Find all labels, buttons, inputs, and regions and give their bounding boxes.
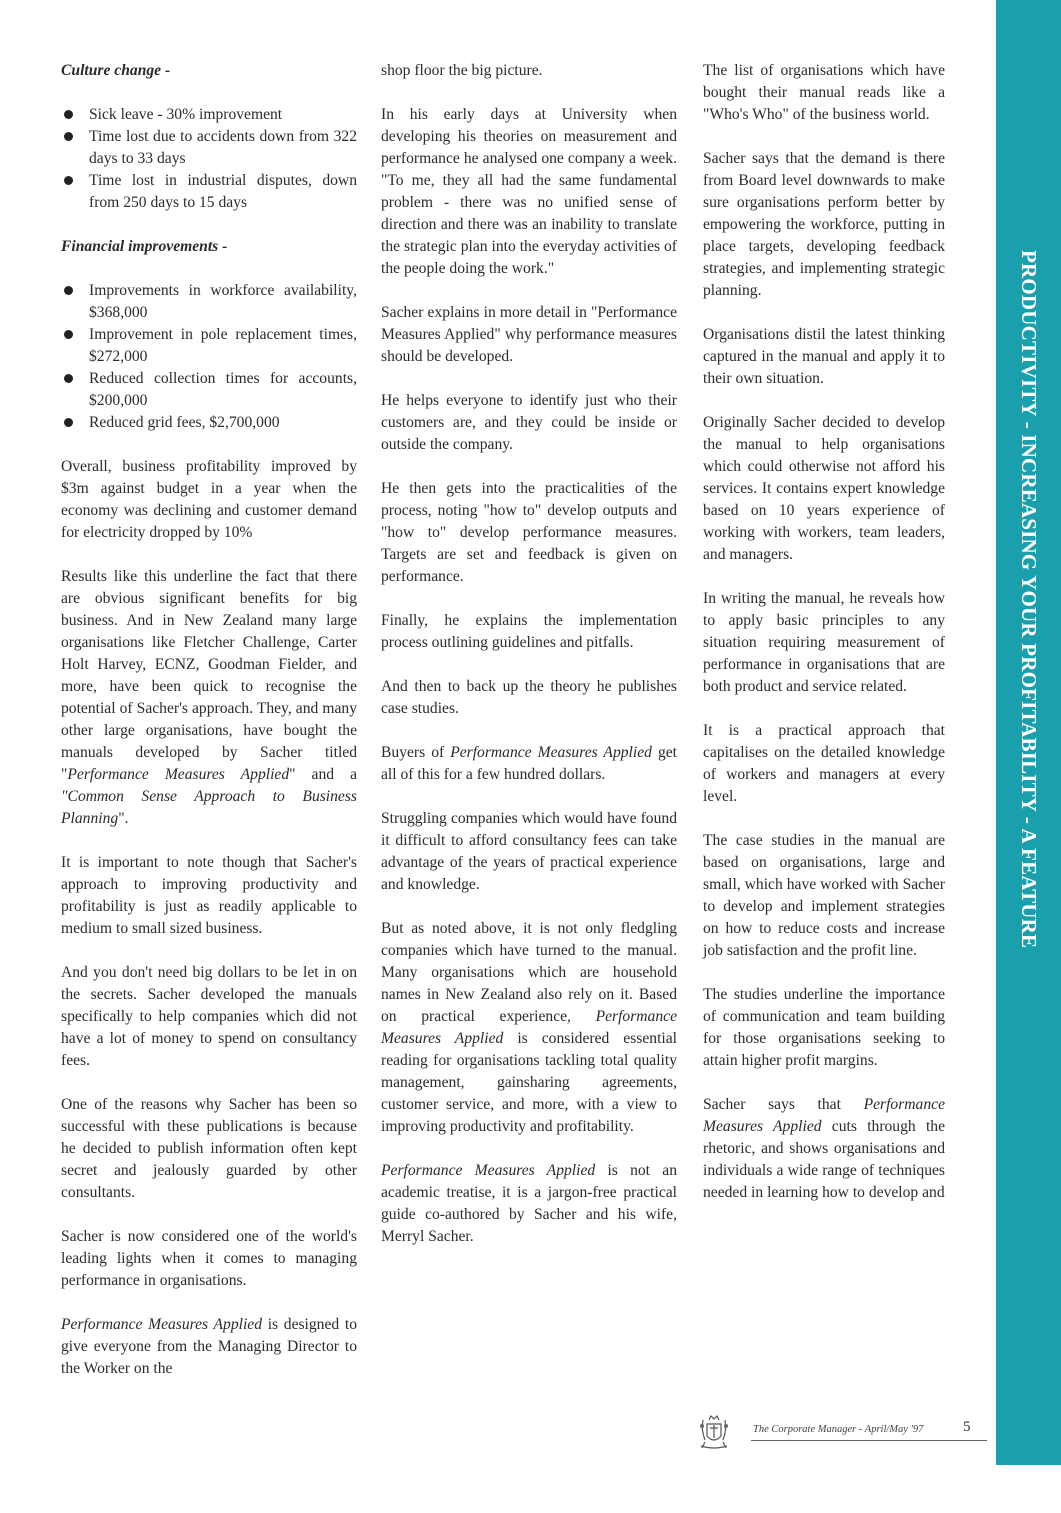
footer-rule (751, 1440, 987, 1441)
paragraph: But as noted above, it is not only fledgling companies which have turned to the manual. Many organisations which are household names in New Zealand also rely on it. Based on practical experience, Performance Measures Applied is considered essential reading for organisations tackling total quality management, gainsharing agreements, customer service, and more, with a view to improving productivity and profitability. (381, 920, 677, 1135)
bullet-icon (64, 132, 73, 141)
paragraph: And you don't need big dollars to be let in on the secrets. Sacher developed the manuals specifically to help companies which did not have a lot of money to spend on consultancy fees. (61, 964, 357, 1069)
bullet-icon (64, 330, 73, 339)
bullet-icon (64, 286, 73, 295)
paragraph: The studies underline the importance of communication and team building for those organisations seeking to attain higher profit margins. (703, 986, 945, 1069)
financial-improvements-list (61, 280, 357, 434)
feature-title: PRODUCTIVITY - INCREASING YOUR PROFITABILITY - A FEATURE (1017, 250, 1041, 949)
bullet-icon (64, 110, 73, 119)
paragraph: Results like this underline the fact that there are obvious significant benefits for big business. And in New Zealand many large organisations like Fletcher Challenge, Carter Holt Harvey, ECNZ, Goodman Fielder, and more, have been quick to recognise the potential of Sacher's approach. They, and many other large organisations, have bought the manuals developed by Sacher titled "Performance Measures Applied" and a "Common Sense Approach to Business Planning". (61, 568, 357, 827)
list-item: Reduced collection times for accounts, $200,000 (61, 368, 357, 412)
paragraph: Organisations distil the latest thinking captured in the manual and apply it to their own situation. (703, 326, 945, 387)
paragraph: It is important to note though that Sacher's approach to improving productivity and profitability is just as readily applicable to medium to small sized business. (61, 854, 357, 937)
paragraph: Struggling companies which would have found it difficult to afford consultancy fees can take advantage of the years of practical experience and knowledge. (381, 810, 677, 893)
article-column-2 (381, 60, 677, 1270)
paragraph: Sacher says that Performance Measures Applied cuts through the rhetoric, and shows organisations and individuals a wide range of techniques needed in learning how to develop and (703, 1096, 946, 1201)
paragraph: Buyers of Performance Measures Applied get all of this for a few hundred dollars. (381, 744, 677, 783)
list-item: Time lost in industrial disputes, down from 250 days to 15 days (61, 170, 357, 214)
coat-of-arms-icon (693, 1412, 735, 1452)
list-item: Improvements in workforce availability, $368,000 (61, 280, 357, 324)
paragraph: Sacher is now considered one of the world's leading lights when it comes to managing performance in organisations. (61, 1228, 357, 1289)
paragraph: One of the reasons why Sacher has been so successful with these publications is because he decided to publish information often kept secret and jealously guarded by other consultants. (61, 1096, 357, 1201)
page-footer (693, 1412, 989, 1452)
paragraph: It is a practical approach that capitalises on the detailed knowledge of workers and managers at every level. (703, 722, 945, 805)
culture-change-heading: Culture change - (61, 62, 171, 79)
paragraph: The list of organisations which have bought their manual reads like a "Who's Who" of the business world. (703, 62, 945, 123)
paragraph: Finally, he explains the implementation process outlining guidelines and pitfalls. (381, 612, 677, 651)
publication-name: The Corporate Manager - April/May '97 (753, 1424, 924, 1435)
financial-improvements-heading: Financial improvements - (61, 238, 228, 255)
bullet-icon (64, 176, 73, 185)
article-column-3 (703, 60, 945, 1226)
paragraph: He helps everyone to identify just who their customers are, and they could be inside or outside the company. (381, 392, 677, 453)
paragraph: In his early days at University when developing his theories on measurement and performance he analysed one company a week. "To me, they all had the same fundamental problem - there was no unified sense of direction and there was an inability to translate the strategic plan into the everyday activities of the people doing the work." (381, 106, 677, 277)
paragraph: Performance Measures Applied is designed to give everyone from the Managing Director to the Worker on the (61, 1316, 357, 1377)
feature-side-band (996, 0, 1061, 1465)
list-item: Reduced grid fees, $2,700,000 (61, 412, 357, 434)
list-item: Time lost due to accidents down from 322 days to 33 days (61, 126, 357, 170)
paragraph: The case studies in the manual are based on organisations, large and small, which have worked with Sacher to develop and implement strategies on how to reduce costs and increase job satisfaction and the profit line. (703, 832, 945, 959)
paragraph: Performance Measures Applied is not an academic treatise, it is a jargon-free practical guide co-authored by Sacher and his wife, Merryl Sacher. (381, 1162, 677, 1245)
paragraph: In writing the manual, he reveals how to apply basic principles to any situation requiring measurement of performance in organisations that are both product and service related. (703, 590, 945, 695)
paragraph: And then to back up the theory he publishes case studies. (381, 678, 677, 717)
culture-change-list (61, 104, 357, 214)
paragraph: Sacher explains in more detail in "Performance Measures Applied" why performance measures should be developed. (381, 304, 677, 365)
paragraph: Overall, business profitability improved by $3m against budget in a year when the economy was declining and customer demand for electricity dropped by 10% (61, 458, 357, 541)
paragraph: Sacher says that the demand is there from Board level downwards to make sure organisations perform better by empowering the workforce, putting in place targets, developing feedback strategies, and implementing strategic planning. (703, 150, 945, 299)
paragraph: He then gets into the practicalities of the process, noting "how to" develop outputs and "how to" develop performance measures. Targets are set and feedback is given on performance. (381, 480, 677, 585)
paragraph: shop floor the big picture. (381, 62, 543, 79)
bullet-icon (64, 374, 73, 383)
article-column-1 (61, 60, 357, 1402)
list-item: Sick leave - 30% improvement (61, 104, 357, 126)
page-number: 5 (963, 1419, 971, 1435)
bullet-icon (64, 418, 73, 427)
paragraph: Originally Sacher decided to develop the manual to help organisations which could otherwise not afford his services. It contains expert knowledge based on 10 years experience of working with workers, team leaders, and managers. (703, 414, 945, 563)
list-item: Improvement in pole replacement times, $272,000 (61, 324, 357, 368)
